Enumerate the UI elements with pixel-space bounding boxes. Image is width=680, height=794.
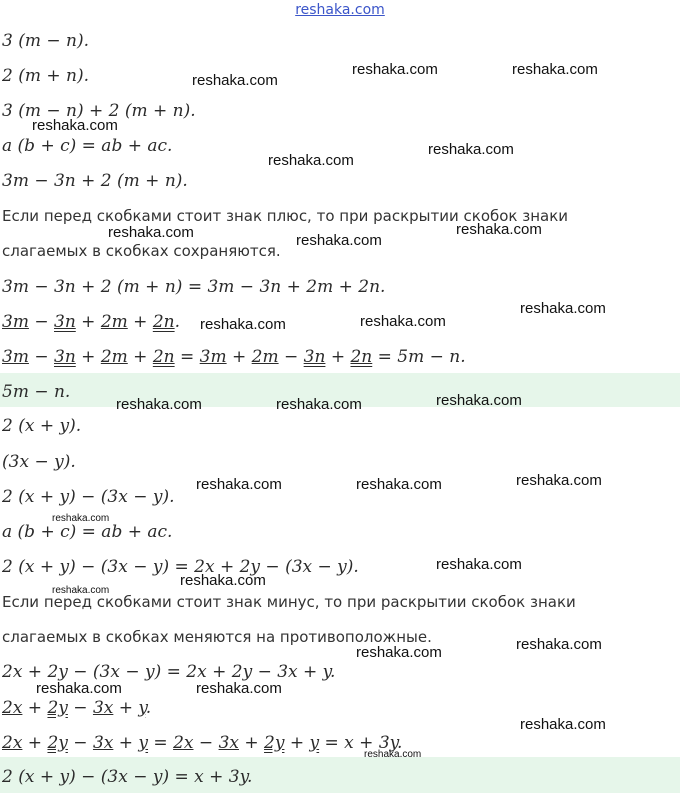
expression-line: 2 (x + y) − (3x − y) = 2x + 2y − (3x − y). bbox=[2, 557, 359, 577]
grouped-result-line: 3m − 3n + 2m + 2n = 3m + 2m − 3n + 2n = 5m − n. bbox=[2, 347, 466, 367]
expression-line: 2 (x + y) − (3x − y). bbox=[2, 487, 175, 507]
watermark: reshaka.com bbox=[192, 72, 278, 89]
watermark: reshaka.com bbox=[436, 556, 522, 573]
watermark: reshaka.com bbox=[360, 313, 446, 330]
expression-line: 3 (m − n). bbox=[2, 31, 90, 51]
answer-line: 2 (x + y) − (3x − y) = x + 3y. bbox=[2, 767, 253, 787]
grouped-result-line: 2x + 2y − 3x + y = 2x − 3x + 2y + y = x + 3y. bbox=[2, 733, 403, 753]
watermark: reshaka.com bbox=[296, 232, 382, 249]
formula-line: a (b + c) = ab + ac. bbox=[2, 136, 173, 156]
expression-line: 3 (m − n) + 2 (m + n). bbox=[2, 101, 196, 121]
grouped-terms-line: 2x + 2y − 3x + y. bbox=[2, 698, 152, 718]
watermark: reshaka.com bbox=[268, 152, 354, 169]
answer-line: 5m − n. bbox=[2, 382, 71, 402]
rule-text: слагаемых в скобках сохраняются. bbox=[2, 242, 281, 260]
term-3n: 3n bbox=[54, 312, 76, 332]
watermark-small: reshaka.com bbox=[364, 749, 422, 760]
watermark: reshaka.com bbox=[456, 221, 542, 238]
watermark-small: reshaka.com bbox=[52, 585, 110, 596]
watermark: reshaka.com bbox=[180, 572, 266, 589]
rule-text: слагаемых в скобках меняются на противоположные. bbox=[2, 628, 432, 646]
watermark-small: reshaka.com bbox=[52, 513, 110, 524]
watermark: reshaka.com bbox=[512, 61, 598, 78]
rule-text: Если перед скобками стоит знак плюс, то при раскрытии скобок знаки bbox=[2, 207, 569, 225]
watermark: reshaka.com bbox=[516, 636, 602, 653]
watermark: reshaka.com bbox=[520, 716, 606, 733]
formula-line: a (b + c) = ab + ac. bbox=[2, 522, 173, 542]
watermark: reshaka.com bbox=[428, 141, 514, 158]
expression-line: 3m − 3n + 2 (m + n). bbox=[2, 171, 188, 191]
expression-line: (3x − y). bbox=[2, 452, 76, 472]
watermark: reshaka.com bbox=[276, 396, 362, 413]
watermark: reshaka.com bbox=[32, 117, 118, 134]
expression-line: 2x + 2y − (3x − y) = 2x + 2y − 3x + y. bbox=[2, 662, 336, 682]
expression-line: 3m − 3n + 2 (m + n) = 3m − 3n + 2m + 2n. bbox=[2, 277, 386, 297]
watermark: reshaka.com bbox=[436, 392, 522, 409]
rule-text: Если перед скобками стоит знак минус, то при раскрытии скобок знаки bbox=[2, 593, 576, 611]
watermark: reshaka.com bbox=[36, 680, 122, 697]
watermark: reshaka.com bbox=[520, 300, 606, 317]
watermark: reshaka.com bbox=[196, 680, 282, 697]
term-3m: 3m bbox=[2, 312, 29, 332]
watermark: reshaka.com bbox=[196, 476, 282, 493]
watermark: reshaka.com bbox=[352, 61, 438, 78]
watermark: reshaka.com bbox=[116, 396, 202, 413]
site-link[interactable]: reshaka.com bbox=[295, 2, 385, 18]
term-2m: 2m bbox=[100, 312, 128, 332]
expression-line: 2 (m + n). bbox=[2, 66, 90, 86]
term-2n: 2n bbox=[152, 312, 175, 332]
watermark: reshaka.com bbox=[200, 316, 286, 333]
watermark: reshaka.com bbox=[356, 644, 442, 661]
watermark: reshaka.com bbox=[356, 476, 442, 493]
expression-line: 2 (x + y). bbox=[2, 416, 82, 436]
grouped-terms-line: 3m − 3n + 2m + 2n. bbox=[2, 312, 180, 332]
watermark: reshaka.com bbox=[108, 224, 194, 241]
watermark: reshaka.com bbox=[516, 472, 602, 489]
